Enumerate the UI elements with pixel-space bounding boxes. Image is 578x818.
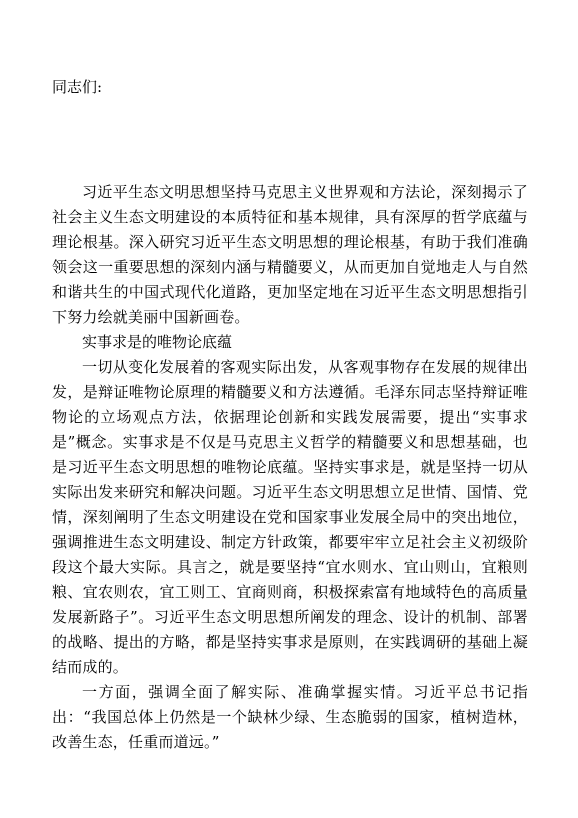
section-heading: 实事求是的唯物论底蕴 [82,333,233,351]
intro-paragraph: 习近平生态文明思想坚持马克思主义世界观和方法论，深刻揭示了社会主义生态文明建设的本质特征和基本规律，具有深厚的哲学底蕴与理论根基。深入研究习近平生态文明思想的理论根基，有助于我们准确领会这一重要思想的深刻内涵与精髓要义，从而更加自觉地走人与自然和谐共生的中国式现代化道路，更加坚定地在习近平生态文明思想指引下努力绘就美丽中国新画卷。 [52,183,528,326]
document-body [52,180,528,755]
body-paragraph: 一切从变化发展着的客观实际出发，从客观事物存在发展的规律出发，是辩证唯物论原理的精髓要义和方法遵循。毛泽东同志坚持辩证唯物论的立场观点方法，依据理论创新和实践发展需要，提出“实事求是”概念。实事求是不仅是马克思主义哲学的精髓要义和思想基础，也是习近平生态文明思想的唯物论底蕴。坚持实事求是，就是坚持一切从实际出发来研究和解决问题。习近平生态文明思想立足世情、国情、党情，深刻阐明了生态文明建设在党和国家事业发展全局中的突出地位，强调推进生态文明建设、制定方针政策，都要牢牢立足社会主义初级阶段这个最大实际。具言之，就是要坚持“宜水则水、宜山则山，宜粮则粮、宜农则农，宜工则工、宜商则商，积极探索富有地域特色的高质量发展新路子”。习近平生态文明思想所阐发的理念、设计的机制、部署的战略、提出的方略，都是坚持实事求是原则，在实践调研的基础上凝结而成的。 [52,358,528,676]
salutation: 同志们: [52,78,103,96]
body-paragraph: 一方面，强调全面了解实际、准确掌握实情。习近平总书记指出：“我国总体上仍然是一个缺林少绿、生态脆弱的国家，植树造林，改善生态，任重而道远。” [52,683,528,751]
